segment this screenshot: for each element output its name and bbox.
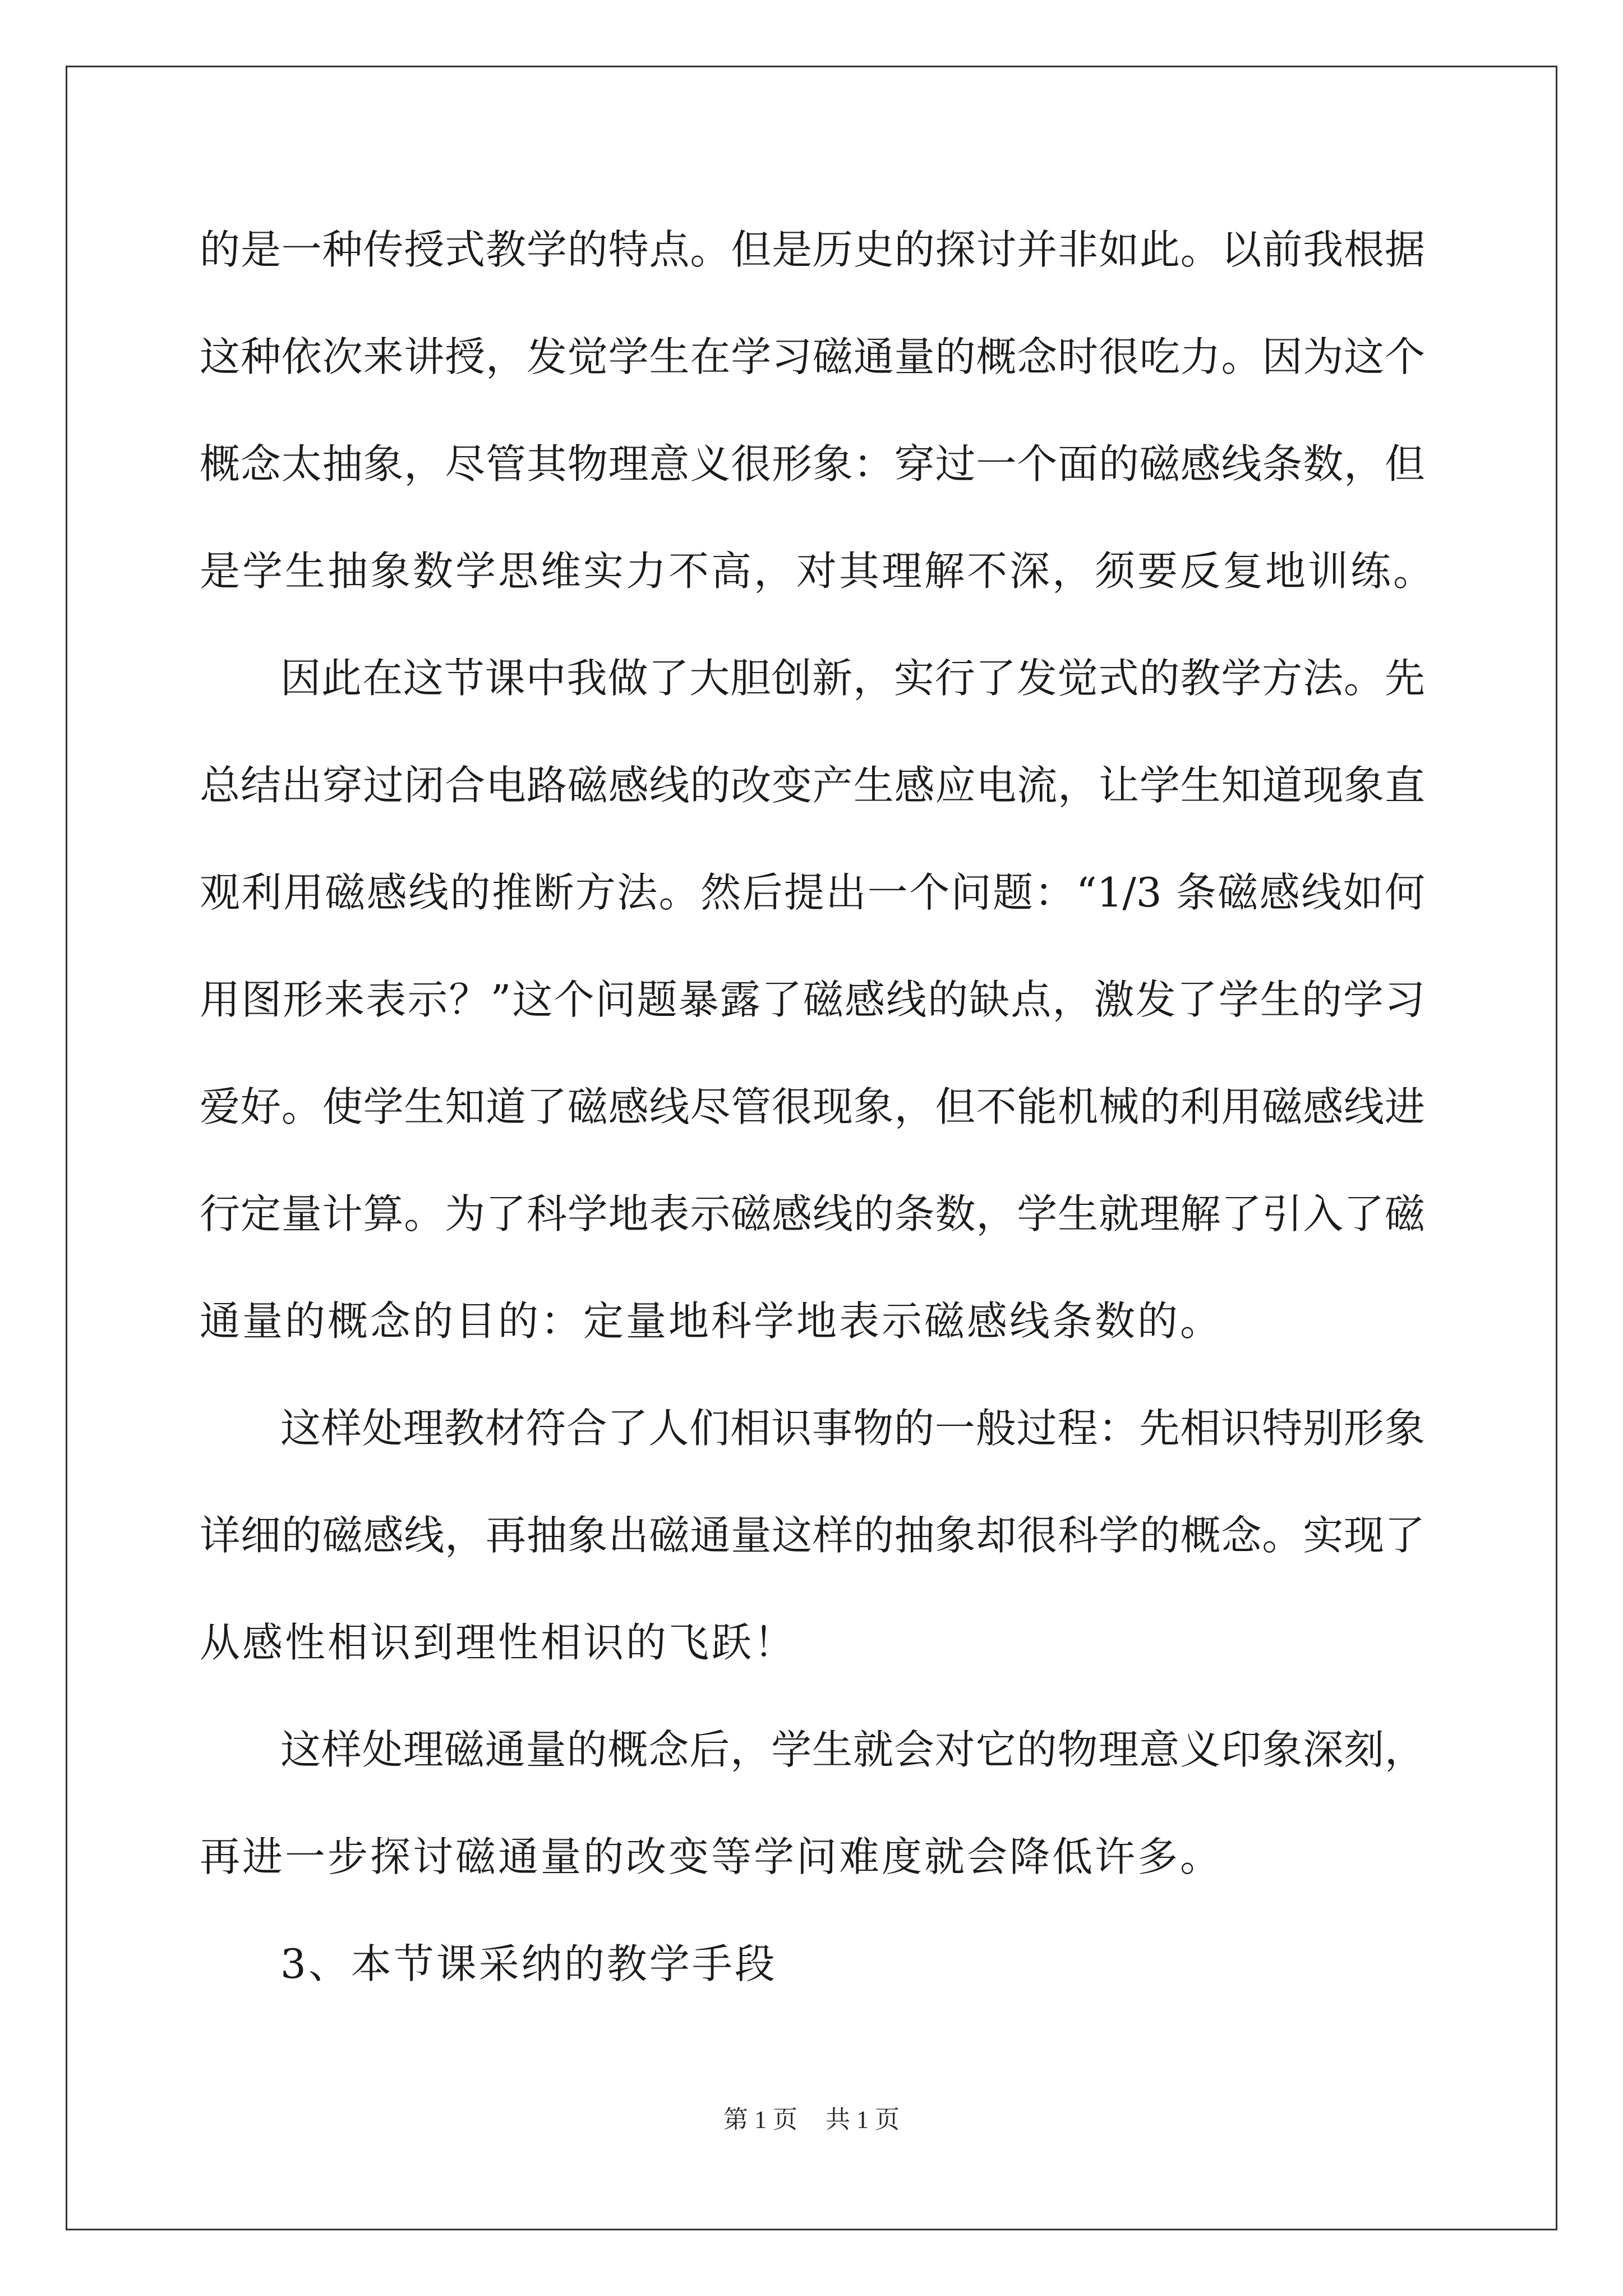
text-line: 再进一步探讨磁通量的改变等学问难度就会降低许多。	[200, 1833, 1223, 1880]
text-line: 总结出穿过闭合电路磁感线的改变产生感应电流，让学生知道现象直	[200, 762, 1425, 809]
page-total: 共 1 页	[826, 2106, 900, 2133]
text-line: 从感性相识到理性相识的飞跃！	[200, 1619, 797, 1666]
section-heading: 3、本节课采纳的教学手段	[280, 1940, 777, 1987]
text-line: 这种依次来讲授，发觉学生在学习磁通量的概念时很吃力。因为这个	[200, 333, 1425, 380]
page-footer	[0, 2099, 1623, 2135]
page-number: 第 1 页	[723, 2106, 797, 2133]
document-body	[200, 210, 1436, 2032]
text-line: 用图形来表示？”这个问题暴露了磁感线的缺点，激发了学生的学习	[200, 976, 1425, 1023]
text-line: 行定量计算。为了科学地表示磁感线的条数，学生就理解了引入了磁	[200, 1190, 1425, 1237]
paragraph-start-line: 因此在这节课中我做了大胆创新，实行了发觉式的教学方法。先	[280, 655, 1425, 702]
text-line: 概念太抽象，尽管其物理意义很形象：穿过一个面的磁感线条数，但	[200, 440, 1425, 487]
text-line: 通量的概念的目的：定量地科学地表示磁感线条数的。	[200, 1297, 1223, 1345]
text-line: 爱好。使学生知道了磁感线尽管很现象，但不能机械的利用磁感线进	[200, 1083, 1425, 1130]
text-line: 详细的磁感线，再抽象出磁通量这样的抽象却很科学的概念。实现了	[200, 1512, 1425, 1559]
paragraph-start-line: 这样处理教材符合了人们相识事物的一般过程：先相识特别形象	[280, 1405, 1425, 1452]
text-line: 的是一种传授式教学的特点。但是历史的探讨并非如此。以前我根据	[200, 226, 1425, 273]
text-line: 观利用磁感线的推断方法。然后提出一个问题：“1/3 条磁感线如何	[200, 869, 1425, 916]
text-line: 是学生抽象数学思维实力不高，对其理解不深，须要反复地训练。	[200, 547, 1436, 595]
paragraph-start-line: 这样处理磁通量的概念后，学生就会对它的物理意义印象深刻，	[280, 1726, 1425, 1773]
